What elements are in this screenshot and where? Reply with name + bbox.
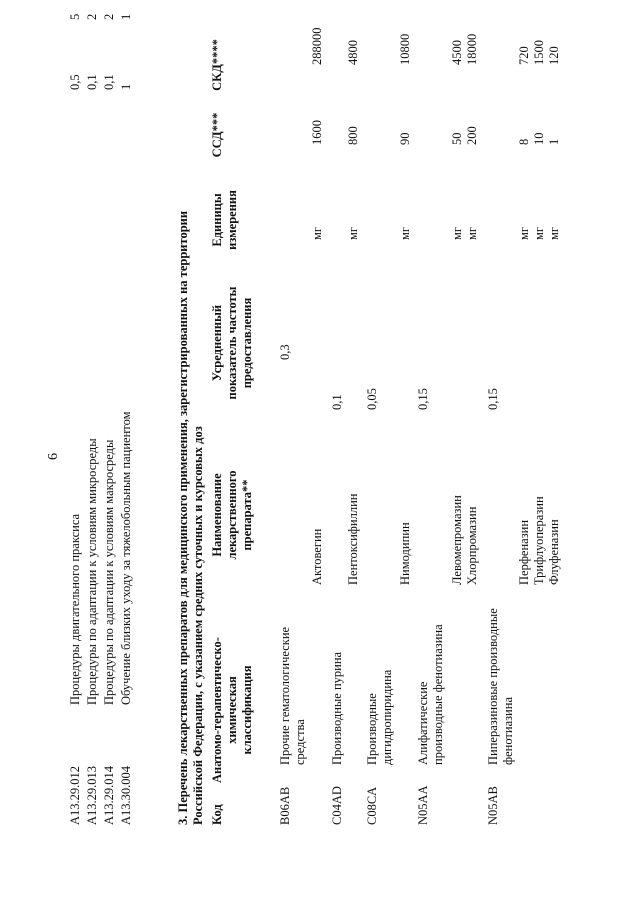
service-frequency: 1 [119,83,133,90]
service-name: Процедуры по адаптации к условиям микросреды [85,438,99,705]
header-skd: СКД**** [210,39,224,91]
unit-value: мг [517,226,531,240]
frequency-value: 0,05 [365,388,379,410]
frequency-value: 0,15 [486,388,500,410]
atc-classification: Прочие гематологические средства [278,626,307,765]
service-frequency: 0,1 [85,74,99,90]
skd-value: 18000 [465,33,479,65]
service-multiplicity: 2 [102,13,116,20]
service-name: Процедуры по адаптации к условиям макросреды [102,439,116,705]
section-title: 3. Перечень лекарственных препаратов для медицинского применения, зарегистрированных на территории [176,210,190,825]
unit-value: мг [346,226,360,240]
header-classification: Анатомо-терапевтическо-химическая классификация [210,637,254,783]
atc-classification: Пиперазиновые производные фенотиазина [486,608,515,765]
header-ssd: ССД*** [210,112,224,158]
skd-value: 4500 [450,40,464,65]
drug-name: Пентоксифиллин [346,493,360,585]
drug-name: Перфеназин [517,519,531,585]
ssd-value: 8 [517,138,531,145]
atc-classification: Производные дигидропиридина [365,669,394,765]
unit-value: мг [450,226,464,240]
unit-value: мг [310,226,324,240]
atc-code: C08CA [365,786,379,825]
service-code: A13.29.013 [85,765,99,825]
unit-value: мг [547,226,561,240]
header-code: Код [210,804,224,825]
service-frequency: 0,5 [68,74,82,90]
ssd-value: 90 [398,132,412,145]
service-code: A13.30.004 [119,765,133,825]
ssd-value: 1600 [310,120,324,145]
drug-name: Актовегин [310,528,324,585]
ssd-value: 50 [450,132,464,145]
header-drug: Наименование лекарственного препарата** [210,470,254,560]
ssd-value: 800 [346,126,360,145]
service-name: Обучение близких уходу за тяжелобольным пациентом [119,411,133,705]
service-frequency: 0,1 [102,74,116,90]
service-multiplicity: 5 [68,13,82,20]
skd-value: 720 [517,46,531,65]
frequency-value: 0,15 [416,388,430,410]
ssd-value: 200 [465,126,479,145]
service-multiplicity: 1 [119,13,133,20]
unit-value: мг [398,226,412,240]
drug-name: Нимодипин [398,522,412,585]
service-code: A13.29.012 [68,765,82,825]
skd-value: 4800 [346,40,360,65]
atc-code: C04AD [330,786,344,825]
unit-value: мг [532,226,546,240]
header-frequency: Усредненный показатель частоты предоставления [210,286,254,400]
ssd-value: 10 [532,132,546,145]
skd-value: 288000 [310,27,324,65]
ssd-value: 1 [547,138,561,145]
atc-classification: Алифатические производные фенотиазина [416,624,445,765]
atc-code: N05AB [486,786,500,825]
frequency-value: 0,1 [330,394,344,410]
skd-value: 120 [547,46,561,65]
service-multiplicity: 2 [85,13,99,20]
service-name: Процедуры двигательного праксиса [68,513,82,705]
skd-value: 10800 [398,33,412,65]
skd-value: 1500 [532,40,546,65]
drug-name: Трифлуоперазин [532,496,546,585]
service-code: A13.29.014 [102,765,116,825]
atc-code: N05AA [416,785,430,825]
page-number: 6 [46,453,61,460]
header-unit: Единицы измерения [210,190,239,250]
drug-name: Флуфеназин [547,519,561,585]
section-subtitle: Российской Федерации, с указанием средних суточных и курсовых доз [191,426,205,825]
drug-name: Левомепромазин [450,495,464,585]
frequency-value: 0,3 [278,344,292,360]
atc-classification: Производные пурина [330,651,344,765]
atc-code: B06AB [278,786,292,825]
unit-value: мг [465,226,479,240]
drug-name: Хлорпромазин [465,506,479,585]
